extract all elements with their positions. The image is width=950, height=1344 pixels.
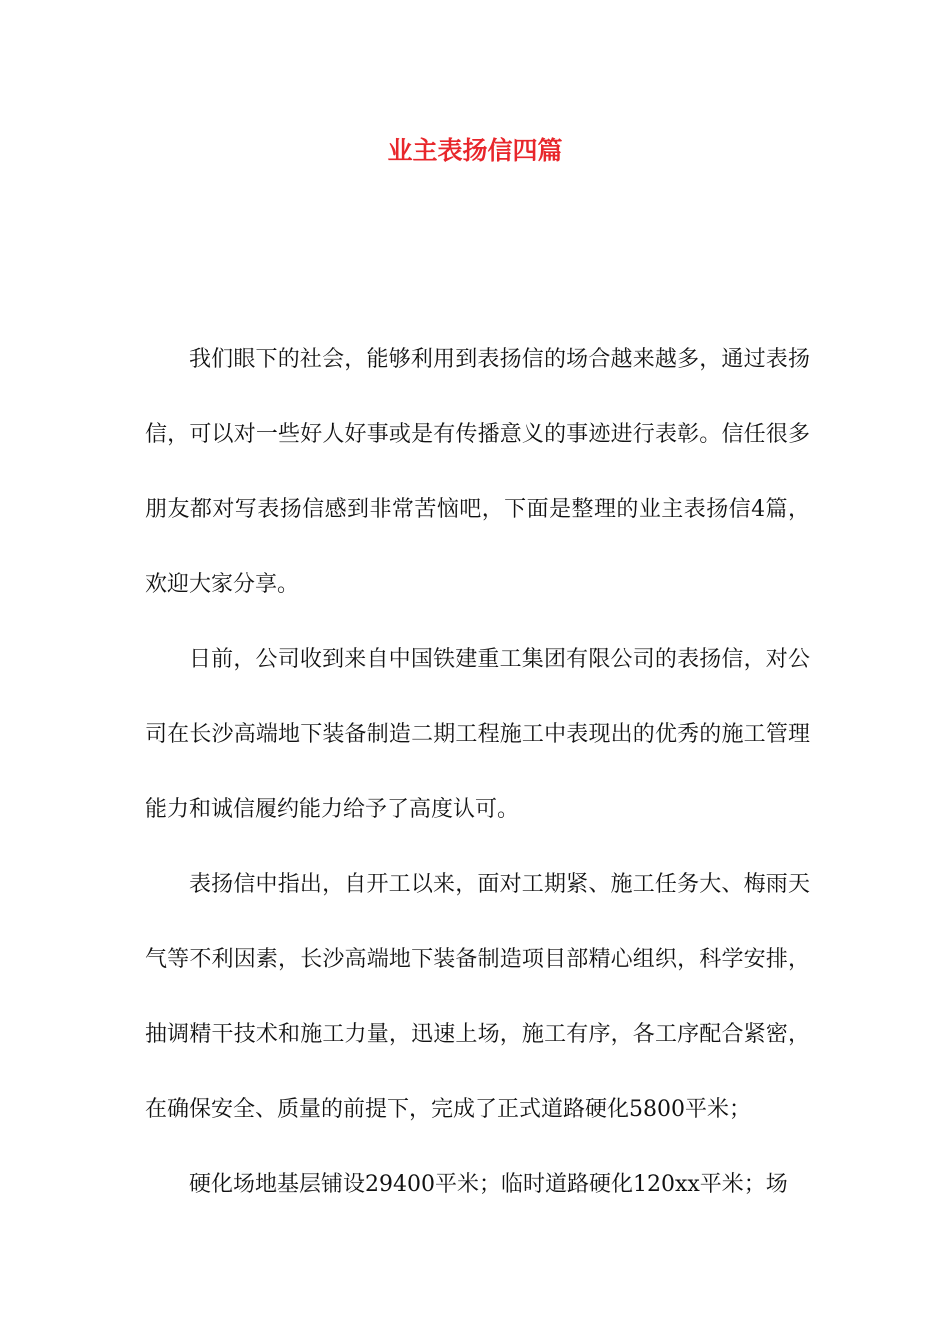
paragraph-letter-details: 表扬信中指出，自开工以来，面对工期紧、施工任务大、梅雨天气等不利因素，长沙高端地下装备制造项目部精心组织，科学安排，抽调精干技术和施工力量，迅速上场，施工有序，各工序配合紧密，在确保安全、质量的前提下，完成了正式道路硬化5800平米； bbox=[145, 872, 810, 1122]
document-body bbox=[145, 322, 810, 1222]
paragraph-letter-received: 日前，公司收到来自中国铁建重工集团有限公司的表扬信，对公司在长沙高端地下装备制造二期工程施工中表现出的优秀的施工管理能力和诚信履约能力给予了高度认可。 bbox=[145, 647, 810, 822]
document-title: 业主表扬信四篇 bbox=[387, 136, 563, 165]
paragraph-construction-figures: 硬化场地基层铺设29400平米；临时道路硬化120xx平米；场 bbox=[189, 1172, 788, 1197]
paragraph-intro: 我们眼下的社会，能够利用到表扬信的场合越来越多，通过表扬信，可以对一些好人好事或是有传播意义的事迹进行表彰。信任很多朋友都对写表扬信感到非常苦恼吧，下面是整理的业主表扬信4篇，欢迎大家分享。 bbox=[145, 347, 810, 597]
